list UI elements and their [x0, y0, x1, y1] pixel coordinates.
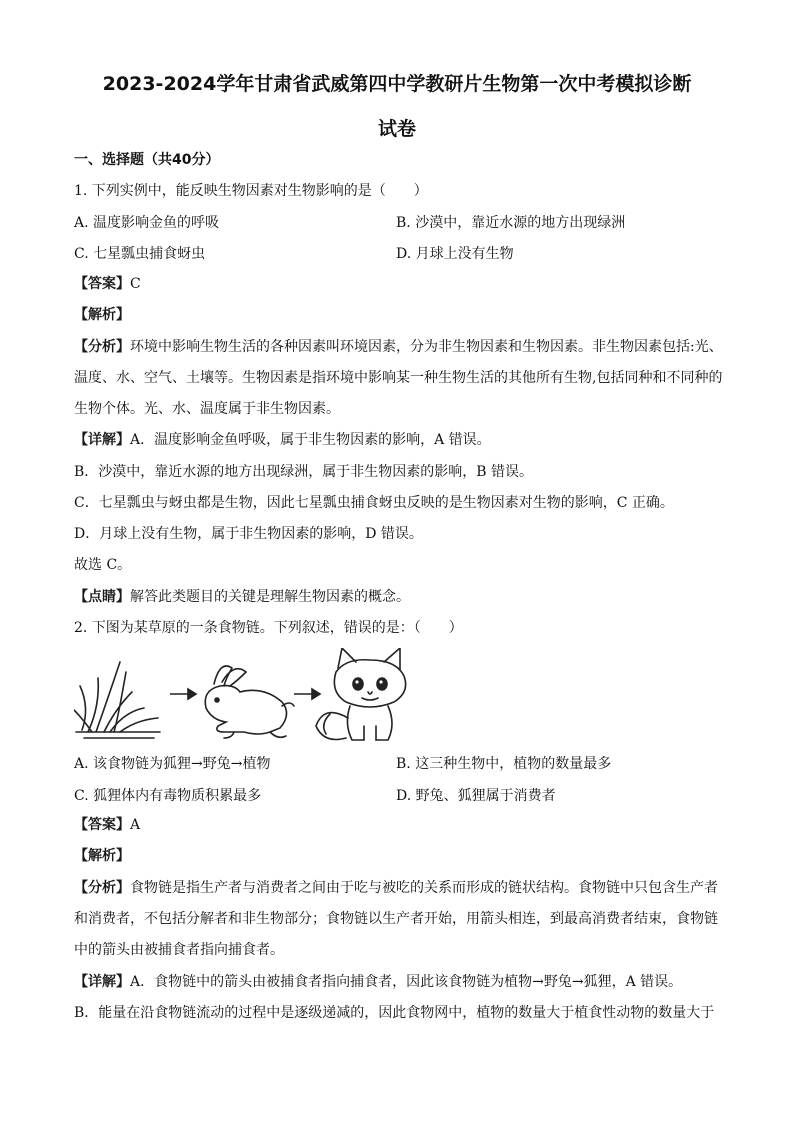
q2-option-d: D. 野兔、狐狸属于消费者: [396, 788, 556, 804]
fenxi-tag: 【分析】: [74, 880, 130, 896]
q2-detail-a-row: [74, 972, 682, 992]
doc-title-line1: 2023-2024学年甘肃省武威第四中学教研片生物第一次中考模拟诊断: [102, 73, 692, 95]
fox-icon: [316, 648, 406, 740]
q1-answer-row: [74, 274, 141, 294]
rabbit-icon: [205, 666, 294, 738]
q1-option-d: D. 月球上没有生物: [396, 246, 514, 262]
answer-tag: 【答案】: [74, 817, 130, 833]
q2-answer-row: [74, 815, 140, 835]
section-heading: 一、选择题（共40分）: [74, 152, 220, 168]
q1-dianjing: 解答此类题目的关键是理解生物因素的概念。: [130, 589, 410, 605]
q2-option-a: A. 该食物链为狐狸→野兔→植物: [74, 756, 271, 772]
xiangjie-tag: 【详解】: [74, 974, 130, 990]
q2-fenxi-line2: 和消费者，不包括分解者和非生物部分；食物链以生产者开始，用箭头相连，到最高消费者结束，食物链: [74, 911, 718, 927]
grass-icon: [74, 662, 160, 738]
q1-detail-c: C．七星瓢虫与蚜虫都是生物，因此七星瓢虫捕食蚜虫反映的是生物因素对生物的影响，C 正确。: [74, 495, 674, 511]
doc-title-line2: 试卷: [377, 118, 416, 140]
q1-option-c: C. 七星瓢虫捕食蚜虫: [74, 246, 206, 262]
q1-fenxi-line1: [74, 337, 723, 357]
q1-fenxi-text1: 环境中影响生物生活的各种因素叫环境因素，分为非生物因素和生物因素。非生物因素包括:光、: [130, 339, 723, 355]
q1-detail-b: B．沙漠中，靠近水源的地方出现绿洲，属于非生物因素的影响，B 错误。: [74, 464, 534, 480]
q1-detail-d: D．月球上没有生物，属于非生物因素的影响，D 错误。: [74, 526, 423, 542]
q1-answer: C: [130, 276, 141, 292]
q1-dianjing-row: [74, 587, 410, 607]
arrow-icon: [170, 689, 196, 699]
q1-option-b: B. 沙漠中，靠近水源的地方出现绿洲: [396, 215, 626, 231]
q1-detail-a-row: [74, 430, 491, 450]
q1-fenxi-line2: 温度、水、空气、土壤等。生物因素是指环境中影响某一种生物生活的其他所有生物,包括同种和不同种的: [74, 370, 723, 386]
q1-fenxi-line3: 生物个体。光、水、温度属于非生物因素。: [74, 401, 340, 417]
q2-option-b: B. 这三种生物中，植物的数量最多: [396, 756, 612, 772]
dianjing-tag: 【点睛】: [74, 589, 130, 605]
q2-fenxi-line1: [74, 878, 718, 898]
q2-fenxi-line3: 中的箭头由被捕食者指向捕食者。: [74, 942, 284, 958]
q1-conclusion: 故选 C。: [74, 557, 132, 573]
q2-analysis-tag: 【解析】: [74, 848, 130, 864]
q1-analysis-tag: 【解析】: [74, 307, 130, 323]
answer-tag: 【答案】: [74, 276, 130, 292]
q1-detail-a: A．温度影响金鱼呼吸，属于非生物因素的影响，A 错误。: [130, 432, 491, 448]
arrow-icon: [294, 689, 320, 699]
q2-answer: A: [130, 817, 141, 833]
q2-fenxi-text1: 食物链是指生产者与消费者之间由于吃与被吃的关系而形成的链状结构。食物链中只包含生产者: [130, 880, 718, 896]
q2-detail-a: A．食物链中的箭头由被捕食者指向捕食者，因此该食物链为植物→野兔→狐狸，A 错误。: [130, 974, 683, 990]
q1-stem: 1. 下列实例中，能反映生物因素对生物影响的是（ ）: [74, 183, 428, 199]
q2-stem: 2. 下图为某草原的一条食物链。下列叙述，错误的是：（ ）: [74, 620, 463, 636]
q2-detail-b: B．能量在沿食物链流动的过程中是逐级递减的，因此食物网中，植物的数量大于植食性动物的数量大于: [74, 1005, 715, 1021]
q1-option-a: A. 温度影响金鱼的呼吸: [74, 215, 220, 231]
q2-option-c: C. 狐狸体内有毒物质积累最多: [74, 788, 262, 804]
xiangjie-tag: 【详解】: [74, 432, 130, 448]
food-chain-figure: [74, 648, 424, 748]
fenxi-tag: 【分析】: [74, 339, 130, 355]
